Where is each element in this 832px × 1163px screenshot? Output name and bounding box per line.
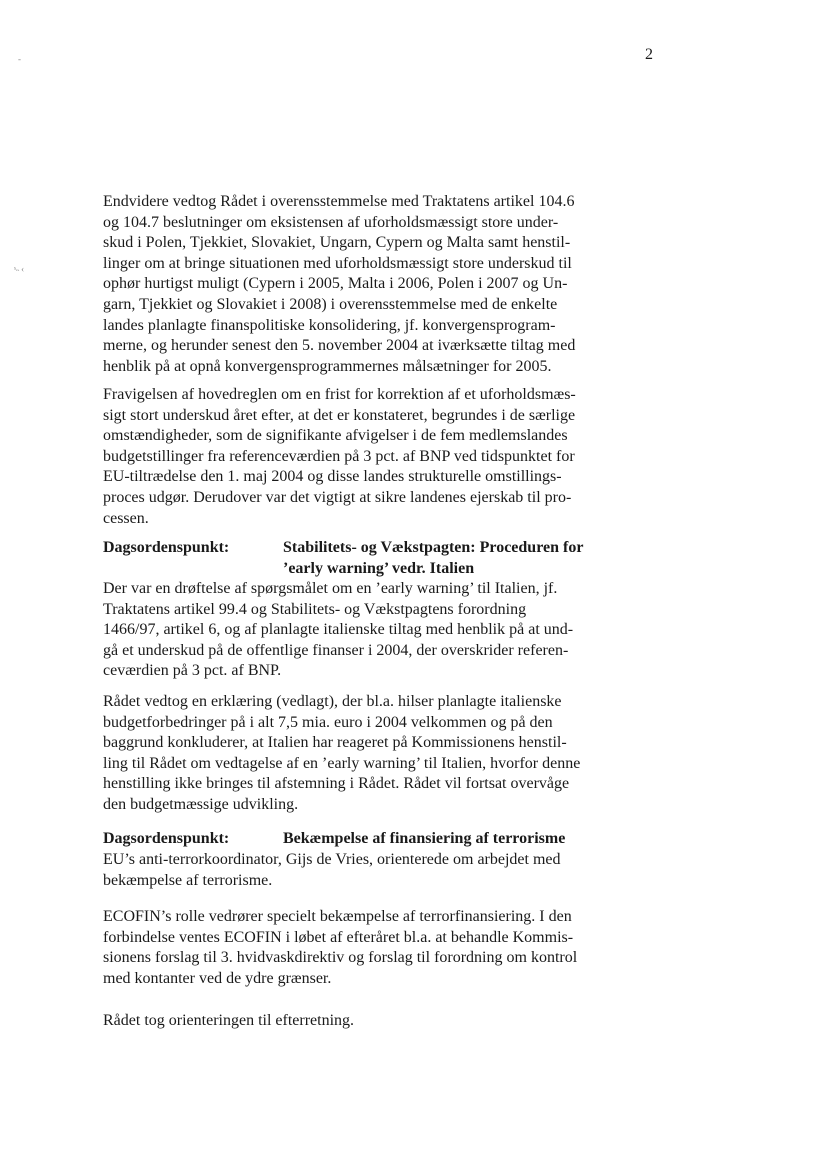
text-line: ophør hurtigst muligt (Cypern i 2005, Malta i 2006, Polen i 2007 og Un-: [103, 275, 568, 293]
text-line: baggrund konkluderer, at Italien har reageret på Kommissionens henstil-: [103, 734, 567, 752]
paragraph-2: [103, 385, 635, 529]
text-line: henstilling ikke bringes til afstemning i Rådet. Rådet vil fortsat overvåge: [103, 775, 570, 793]
text-line: cessen.: [103, 509, 149, 527]
text-line: gå et underskud på de offentlige finanser i 2004, der overskrider referen-: [103, 641, 569, 659]
text-line: Rådet vedtog en erklæring (vedlagt), der bl.a. hilser planlagte italienske: [103, 693, 562, 710]
text-line: Fravigelsen af hovedreglen om en frist for korrektion af et uforholdsmæs-: [103, 386, 576, 403]
paragraph-1: [103, 192, 635, 377]
text-line: ling til Rådet om vedtagelse af en ’early warning’ til Italien, hvorfor denne: [103, 754, 581, 772]
text-line: og 104.7 beslutninger om eksistensen af uforholdsmæssigt store under-: [103, 213, 559, 231]
paragraph-6: [103, 907, 635, 989]
text-line: proces udgør. Derudover var det vigtigt at sikre landenes ejerskab til pro-: [103, 488, 572, 506]
agenda-label: Dagsordenspunkt:: [103, 539, 230, 556]
paragraph-4: [103, 692, 635, 816]
text-line: henblik på at opnå konvergensprogrammernes målsætninger for 2005.: [103, 357, 552, 375]
paragraph-7: [103, 1011, 635, 1032]
text-line: landes planlagte finanspolitiske konsolidering, jf. konvergensprogram-: [103, 316, 556, 334]
paragraph-3: [103, 579, 635, 682]
text-line: budgetstillinger fra referenceværdien på 3 pct. af BNP ved tidspunktet for: [103, 447, 575, 465]
text-line: Endvidere vedtog Rådet i overensstemmelse med Traktatens artikel 104.6: [103, 193, 575, 210]
text-line: merne, og herunder senest den 5. november 2004 at iværksætte tiltag med: [103, 337, 576, 355]
text-line: EU-tiltrædelse den 1. maj 2004 og disse landes strukturelle omstillings-: [103, 468, 562, 486]
text-line: garn, Tjekkiet og Slovakiet i 2008) i overensstemmelse med de enkelte: [103, 295, 558, 313]
text-line: forbindelse ventes ECOFIN i løbet af efteråret bl.a. at behandle Kommis-: [103, 928, 574, 946]
text-line: Traktatens artikel 99.4 og Stabilitets- og Vækstpagtens forordning: [103, 600, 527, 618]
text-line: med kontanter ved de ydre grænser.: [103, 969, 332, 987]
paragraph-5: [103, 850, 635, 891]
text-line: EU’s anti-terrorkoordinator, Gijs de Vries, orienterede om arbejdet med: [103, 851, 561, 868]
agenda-label: Dagsordenspunkt:: [103, 830, 230, 847]
text-line: sigt stort underskud året efter, at det er konstateret, begrundes i de særlige: [103, 406, 576, 424]
agenda-title-line: ’early warning’ vedr. Italien: [283, 559, 475, 577]
agenda-title-line: Stabilitets- og Vækstpagten: Proceduren for: [283, 539, 584, 556]
text-line: linger om at bringe situationen med uforholdsmæssigt store underskud til: [103, 254, 572, 272]
text-line: 1466/97, artikel 6, og af planlagte italienske tiltag med henblik på at und-: [103, 621, 574, 639]
margin-mark-side: ˢ˵ ‹: [14, 264, 25, 274]
margin-mark-top: -: [18, 54, 21, 64]
agenda-title-line: Bekæmpelse af finansiering af terrorisme: [283, 830, 566, 847]
text-line: Rådet tog orienteringen til efterretning.: [103, 1012, 355, 1029]
text-line: den budgetmæssige udvikling.: [103, 795, 299, 813]
text-line: sionens forslag til 3. hvidvaskdirektiv og forslag til forordning om kontrol: [103, 949, 578, 967]
text-line: ECOFIN’s rolle vedrører specielt bekæmpelse af terrorfinansiering. I den: [103, 908, 572, 925]
text-line: budgetforbedringer på i alt 7,5 mia. euro i 2004 velkommen og på den: [103, 713, 553, 731]
text-line: Der var en drøftelse af spørgsmålet om en ’early warning’ til Italien, jf.: [103, 580, 558, 597]
page-number: 2: [645, 46, 653, 63]
text-line: omstændigheder, som de signifikante afvigelser i de fem medlemslandes: [103, 427, 568, 445]
text-line: ceværdien på 3 pct. af BNP.: [103, 662, 282, 680]
text-line: skud i Polen, Tjekkiet, Slovakiet, Ungarn, Cypern og Malta samt henstil-: [103, 234, 571, 252]
text-line: bekæmpelse af terrorisme.: [103, 871, 273, 889]
